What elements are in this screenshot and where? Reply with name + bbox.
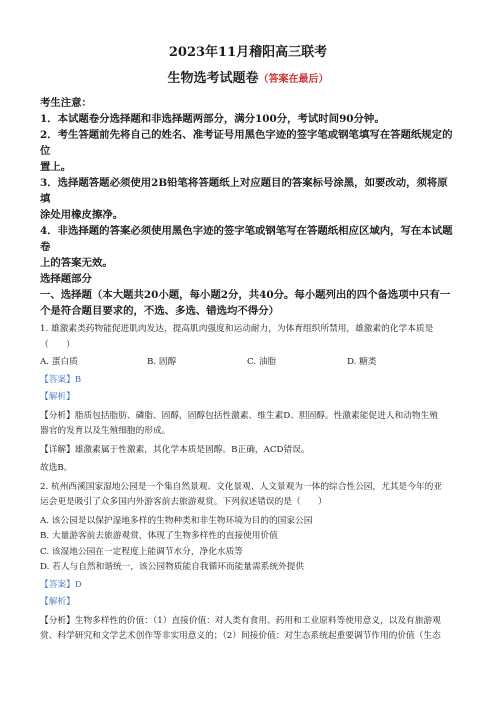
question-1-analysis-label: 【解析】: [40, 392, 75, 402]
section-heading: 一、选择题（本大题共20小题，每小题2分，共40分。每小题列出的四个备选项中只有一: [40, 289, 451, 301]
notice-item: 上的答案无效。: [40, 257, 113, 269]
question-1-fenxi: 【分析】脂质包括脂肪、磷脂、固醇，固醇包括性激素、维生素D、胆固醇。性激素能促进人和动物生殖: [40, 410, 438, 421]
exam-subtitle: [40, 70, 456, 89]
question-2-fenxi: 赏、科学研究和文学艺术创作等非实用意义的；（2）间接价值：对生态系统起重要调节作用的价值（生态: [40, 631, 441, 641]
option-a: A. 蛋白质: [40, 357, 78, 367]
section-label: 选择题部分: [40, 273, 92, 285]
question-1-answer: 【答案】B: [40, 374, 82, 385]
notice-item: 3．选择题答题必须使用2B铅笔将答题纸上对应题目的答案标号涂黑，如要改动，须将原填: [40, 177, 448, 205]
question-2-answer: 【答案】D: [40, 579, 82, 590]
notice-item: 2．考生答题前先将自己的姓名、准考证号用黑色字迹的签字笔或钢笔填写在答题纸规定的位: [40, 129, 453, 157]
question-2-analysis-label: 【解析】: [40, 597, 75, 607]
question-1-conclusion: 故选B。: [40, 463, 73, 473]
notice-item: 涂处用橡皮擦净。: [40, 209, 124, 221]
notice-item: 4．非选择题的答案必须使用黑色字迹的签字笔或钢笔写在答题纸相应区域内，写在本试题卷: [40, 225, 453, 253]
notice-item: 置上。: [40, 161, 72, 173]
question-1-stem: 1. 雄激素类药物能促进肌肉发达，提高肌肉强度和运动耐力，为体育组织所禁用，雄激素的化学本质是: [40, 324, 434, 334]
question-1-options: [40, 355, 456, 371]
question-2-stem: 2. 杭州西溪国家湿地公园是一个集自然景观、文化景观、人文景观为一体的综合性公园，尤其是今年的亚: [40, 481, 442, 492]
option-b: B. 大量游客前去旅游观赏，体现了生物多样性的直接使用价值: [40, 531, 278, 541]
question-1-fenxi: 器官的发育以及生殖细胞的形成。: [40, 426, 171, 436]
notice-heading: 考生注意：: [40, 97, 92, 109]
option-a: A. 该公园是以保护湿地多样的生物种类和非生物环境为目的的国家公园: [40, 515, 313, 526]
option-d: D. 若人与自然和谐统一，该公园物质能自我循环而能量需系统外提供: [40, 562, 305, 572]
notice-item: 1．本试题卷分选择题和非选择题两部分，满分100分，考试时间90分钟。: [40, 113, 385, 125]
option-c: C. 油脂: [247, 357, 277, 367]
question-2-stem: 运会更是吸引了众多国内外游客前去旅游观赏。下列叙述错误的是（ ）: [40, 497, 327, 507]
subtitle-text: 生物选考试题卷: [167, 71, 259, 86]
question-1-stem: （ ）: [40, 339, 75, 350]
option-c: C. 该湿地公园在一定程度上能调节水分，净化水质等: [40, 546, 243, 557]
question-2-fenxi: 【分析】生物多样性的价值：（1）直接价值：对人类有食用、药用和工业原料等使用意义，以及有旅游观: [40, 615, 441, 626]
question-1-xiangjie: 【详解】雄激素属于性激素，其化学本质是固醇。B正确，ACD错误。: [40, 444, 310, 455]
exam-title: 2023年11月稽阳高三联考: [168, 45, 328, 60]
section-heading: 个是符合题目要求的，不选、多选、错选均不得分）: [40, 305, 279, 317]
answer-location-note: （答案在最后）: [258, 74, 329, 85]
option-d: D. 糖类: [347, 357, 377, 367]
option-b: B. 固醇: [147, 357, 177, 367]
